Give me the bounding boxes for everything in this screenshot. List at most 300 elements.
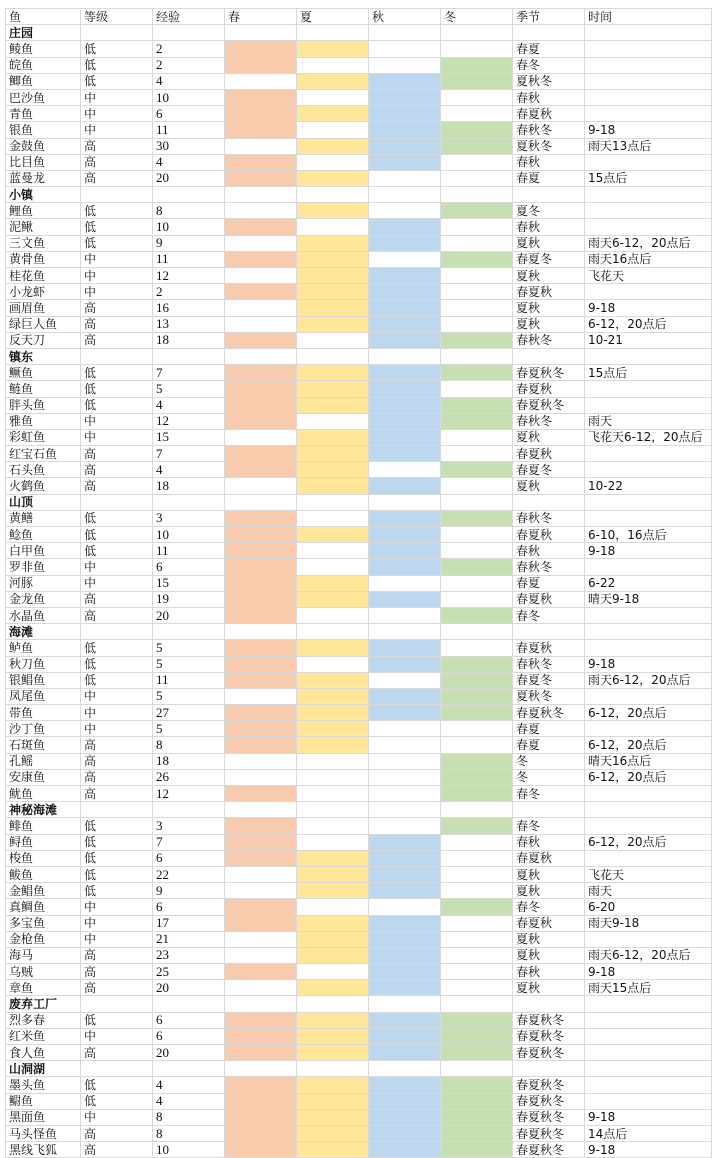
- summer-cell[interactable]: [297, 478, 369, 494]
- empty-cell[interactable]: [585, 624, 712, 640]
- spring-cell[interactable]: [225, 106, 297, 122]
- winter-cell[interactable]: [441, 462, 513, 478]
- fish-name-cell[interactable]: 章鱼: [6, 980, 81, 996]
- fish-name-cell[interactable]: 鲈鱼: [6, 640, 81, 656]
- winter-cell[interactable]: [441, 656, 513, 672]
- summer-cell[interactable]: [297, 268, 369, 284]
- fish-name-cell[interactable]: 马头怪鱼: [6, 1125, 81, 1141]
- empty-cell[interactable]: [297, 802, 369, 818]
- fish-name-cell[interactable]: 桂花鱼: [6, 268, 81, 284]
- seasons-cell[interactable]: 春夏秋冬: [513, 1045, 585, 1061]
- autumn-cell[interactable]: [369, 1093, 441, 1109]
- summer-cell[interactable]: [297, 527, 369, 543]
- winter-cell[interactable]: [441, 931, 513, 947]
- spring-cell[interactable]: [225, 89, 297, 105]
- seasons-cell[interactable]: 春夏秋: [513, 591, 585, 607]
- empty-cell[interactable]: [513, 996, 585, 1012]
- autumn-cell[interactable]: [369, 834, 441, 850]
- time-cell[interactable]: 6-12，20点后: [585, 705, 712, 721]
- grade-cell[interactable]: 高: [81, 753, 153, 769]
- autumn-cell[interactable]: [369, 915, 441, 931]
- grade-cell[interactable]: 高: [81, 332, 153, 348]
- fish-name-cell[interactable]: 蓝曼龙: [6, 170, 81, 186]
- exp-cell[interactable]: 3: [153, 510, 225, 526]
- seasons-cell[interactable]: 春秋冬: [513, 559, 585, 575]
- grade-cell[interactable]: 低: [81, 850, 153, 866]
- exp-cell[interactable]: 18: [153, 478, 225, 494]
- empty-cell[interactable]: [153, 25, 225, 41]
- spring-cell[interactable]: [225, 899, 297, 915]
- grade-cell[interactable]: 低: [81, 656, 153, 672]
- grade-cell[interactable]: 高: [81, 947, 153, 963]
- summer-cell[interactable]: [297, 1028, 369, 1044]
- winter-cell[interactable]: [441, 737, 513, 753]
- spring-cell[interactable]: [225, 591, 297, 607]
- exp-cell[interactable]: 17: [153, 915, 225, 931]
- fish-name-cell[interactable]: 鳚鱼: [6, 1093, 81, 1109]
- fish-name-cell[interactable]: 彩虹鱼: [6, 429, 81, 445]
- fish-name-cell[interactable]: 雅鱼: [6, 413, 81, 429]
- grade-cell[interactable]: 中: [81, 721, 153, 737]
- spring-cell[interactable]: [225, 786, 297, 802]
- autumn-cell[interactable]: [369, 446, 441, 462]
- fish-name-cell[interactable]: 金枪鱼: [6, 931, 81, 947]
- fish-name-cell[interactable]: 反天刀: [6, 332, 81, 348]
- empty-cell[interactable]: [81, 494, 153, 510]
- autumn-cell[interactable]: [369, 429, 441, 445]
- autumn-cell[interactable]: [369, 1125, 441, 1141]
- spring-cell[interactable]: [225, 1142, 297, 1158]
- exp-cell[interactable]: 11: [153, 672, 225, 688]
- time-cell[interactable]: 15点后: [585, 170, 712, 186]
- exp-cell[interactable]: 4: [153, 1093, 225, 1109]
- autumn-cell[interactable]: [369, 154, 441, 170]
- grade-cell[interactable]: 中: [81, 899, 153, 915]
- winter-cell[interactable]: [441, 980, 513, 996]
- exp-cell[interactable]: 2: [153, 57, 225, 73]
- spring-cell[interactable]: [225, 834, 297, 850]
- winter-cell[interactable]: [441, 753, 513, 769]
- spring-cell[interactable]: [225, 672, 297, 688]
- exp-cell[interactable]: 5: [153, 721, 225, 737]
- seasons-cell[interactable]: 冬: [513, 753, 585, 769]
- grade-cell[interactable]: 低: [81, 834, 153, 850]
- time-cell[interactable]: 6-12，20点后: [585, 834, 712, 850]
- summer-cell[interactable]: [297, 850, 369, 866]
- seasons-cell[interactable]: 春秋: [513, 219, 585, 235]
- winter-cell[interactable]: [441, 413, 513, 429]
- empty-cell[interactable]: [513, 1061, 585, 1077]
- seasons-cell[interactable]: 春夏: [513, 575, 585, 591]
- summer-cell[interactable]: [297, 219, 369, 235]
- exp-cell[interactable]: 26: [153, 769, 225, 785]
- summer-cell[interactable]: [297, 57, 369, 73]
- exp-cell[interactable]: 5: [153, 656, 225, 672]
- empty-cell[interactable]: [513, 348, 585, 364]
- winter-cell[interactable]: [441, 883, 513, 899]
- winter-cell[interactable]: [441, 1012, 513, 1028]
- exp-cell[interactable]: 18: [153, 332, 225, 348]
- time-cell[interactable]: [585, 1077, 712, 1093]
- empty-cell[interactable]: [225, 802, 297, 818]
- header-autumn[interactable]: 秋: [369, 9, 441, 25]
- summer-cell[interactable]: [297, 170, 369, 186]
- winter-cell[interactable]: [441, 478, 513, 494]
- autumn-cell[interactable]: [369, 1142, 441, 1158]
- exp-cell[interactable]: 5: [153, 381, 225, 397]
- summer-cell[interactable]: [297, 818, 369, 834]
- winter-cell[interactable]: [441, 1142, 513, 1158]
- grade-cell[interactable]: 高: [81, 154, 153, 170]
- section-name[interactable]: 山顶: [6, 494, 81, 510]
- summer-cell[interactable]: [297, 413, 369, 429]
- time-cell[interactable]: [585, 931, 712, 947]
- seasons-cell[interactable]: 春夏秋冬: [513, 1077, 585, 1093]
- time-cell[interactable]: 飞花天: [585, 866, 712, 882]
- grade-cell[interactable]: 低: [81, 397, 153, 413]
- autumn-cell[interactable]: [369, 106, 441, 122]
- grade-cell[interactable]: 低: [81, 1012, 153, 1028]
- autumn-cell[interactable]: [369, 397, 441, 413]
- fish-name-cell[interactable]: 泥鳅: [6, 219, 81, 235]
- autumn-cell[interactable]: [369, 866, 441, 882]
- seasons-cell[interactable]: 春秋冬: [513, 656, 585, 672]
- fish-name-cell[interactable]: 鲮鱼: [6, 41, 81, 57]
- exp-cell[interactable]: 22: [153, 866, 225, 882]
- empty-cell[interactable]: [153, 348, 225, 364]
- empty-cell[interactable]: [81, 802, 153, 818]
- fish-name-cell[interactable]: 鳜鱼: [6, 365, 81, 381]
- time-cell[interactable]: [585, 154, 712, 170]
- autumn-cell[interactable]: [369, 721, 441, 737]
- time-cell[interactable]: 雨天16点后: [585, 251, 712, 267]
- time-cell[interactable]: 6-10，16点后: [585, 527, 712, 543]
- exp-cell[interactable]: 6: [153, 106, 225, 122]
- empty-cell[interactable]: [369, 624, 441, 640]
- autumn-cell[interactable]: [369, 89, 441, 105]
- spring-cell[interactable]: [225, 332, 297, 348]
- winter-cell[interactable]: [441, 300, 513, 316]
- exp-cell[interactable]: 23: [153, 947, 225, 963]
- summer-cell[interactable]: [297, 947, 369, 963]
- empty-cell[interactable]: [441, 1061, 513, 1077]
- fish-name-cell[interactable]: 海马: [6, 947, 81, 963]
- autumn-cell[interactable]: [369, 510, 441, 526]
- winter-cell[interactable]: [441, 235, 513, 251]
- empty-cell[interactable]: [585, 187, 712, 203]
- exp-cell[interactable]: 4: [153, 154, 225, 170]
- spring-cell[interactable]: [225, 268, 297, 284]
- summer-cell[interactable]: [297, 786, 369, 802]
- time-cell[interactable]: 雨天15点后: [585, 980, 712, 996]
- empty-cell[interactable]: [297, 624, 369, 640]
- exp-cell[interactable]: 11: [153, 543, 225, 559]
- empty-cell[interactable]: [369, 348, 441, 364]
- autumn-cell[interactable]: [369, 251, 441, 267]
- fish-name-cell[interactable]: 金鲳鱼: [6, 883, 81, 899]
- grade-cell[interactable]: 高: [81, 462, 153, 478]
- exp-cell[interactable]: 11: [153, 251, 225, 267]
- winter-cell[interactable]: [441, 1077, 513, 1093]
- summer-cell[interactable]: [297, 656, 369, 672]
- grade-cell[interactable]: 高: [81, 769, 153, 785]
- exp-cell[interactable]: 13: [153, 316, 225, 332]
- time-cell[interactable]: 10-21: [585, 332, 712, 348]
- winter-cell[interactable]: [441, 1109, 513, 1125]
- summer-cell[interactable]: [297, 769, 369, 785]
- section-name[interactable]: 镇东: [6, 348, 81, 364]
- time-cell[interactable]: [585, 1045, 712, 1061]
- empty-cell[interactable]: [441, 348, 513, 364]
- autumn-cell[interactable]: [369, 1109, 441, 1125]
- empty-cell[interactable]: [441, 996, 513, 1012]
- winter-cell[interactable]: [441, 316, 513, 332]
- spring-cell[interactable]: [225, 688, 297, 704]
- spring-cell[interactable]: [225, 478, 297, 494]
- time-cell[interactable]: 6-22: [585, 575, 712, 591]
- time-cell[interactable]: [585, 688, 712, 704]
- winter-cell[interactable]: [441, 1045, 513, 1061]
- grade-cell[interactable]: 高: [81, 446, 153, 462]
- summer-cell[interactable]: [297, 980, 369, 996]
- winter-cell[interactable]: [441, 688, 513, 704]
- winter-cell[interactable]: [441, 170, 513, 186]
- exp-cell[interactable]: 18: [153, 753, 225, 769]
- autumn-cell[interactable]: [369, 268, 441, 284]
- summer-cell[interactable]: [297, 203, 369, 219]
- time-cell[interactable]: [585, 462, 712, 478]
- summer-cell[interactable]: [297, 753, 369, 769]
- winter-cell[interactable]: [441, 915, 513, 931]
- time-cell[interactable]: [585, 203, 712, 219]
- spring-cell[interactable]: [225, 737, 297, 753]
- header-spring[interactable]: 春: [225, 9, 297, 25]
- seasons-cell[interactable]: 冬: [513, 769, 585, 785]
- grade-cell[interactable]: 高: [81, 1045, 153, 1061]
- empty-cell[interactable]: [225, 348, 297, 364]
- fish-name-cell[interactable]: 绿巨人鱼: [6, 316, 81, 332]
- empty-cell[interactable]: [153, 1061, 225, 1077]
- grade-cell[interactable]: 低: [81, 235, 153, 251]
- autumn-cell[interactable]: [369, 575, 441, 591]
- autumn-cell[interactable]: [369, 332, 441, 348]
- fish-name-cell[interactable]: 多宝鱼: [6, 915, 81, 931]
- winter-cell[interactable]: [441, 721, 513, 737]
- winter-cell[interactable]: [441, 138, 513, 154]
- autumn-cell[interactable]: [369, 899, 441, 915]
- seasons-cell[interactable]: 春夏秋冬: [513, 705, 585, 721]
- winter-cell[interactable]: [441, 705, 513, 721]
- time-cell[interactable]: 雨天: [585, 413, 712, 429]
- empty-cell[interactable]: [81, 25, 153, 41]
- spring-cell[interactable]: [225, 1125, 297, 1141]
- fish-name-cell[interactable]: 石斑鱼: [6, 737, 81, 753]
- exp-cell[interactable]: 20: [153, 980, 225, 996]
- fish-name-cell[interactable]: 鲱鱼: [6, 818, 81, 834]
- grade-cell[interactable]: 低: [81, 381, 153, 397]
- exp-cell[interactable]: 6: [153, 1012, 225, 1028]
- summer-cell[interactable]: [297, 543, 369, 559]
- summer-cell[interactable]: [297, 866, 369, 882]
- summer-cell[interactable]: [297, 365, 369, 381]
- grade-cell[interactable]: 低: [81, 672, 153, 688]
- summer-cell[interactable]: [297, 591, 369, 607]
- spring-cell[interactable]: [225, 170, 297, 186]
- fish-name-cell[interactable]: 金龙鱼: [6, 591, 81, 607]
- autumn-cell[interactable]: [369, 947, 441, 963]
- time-cell[interactable]: 6-12，20点后: [585, 769, 712, 785]
- winter-cell[interactable]: [441, 154, 513, 170]
- grade-cell[interactable]: 低: [81, 1077, 153, 1093]
- seasons-cell[interactable]: 春夏秋: [513, 640, 585, 656]
- exp-cell[interactable]: 2: [153, 41, 225, 57]
- seasons-cell[interactable]: 春夏秋: [513, 527, 585, 543]
- fish-name-cell[interactable]: 三文鱼: [6, 235, 81, 251]
- winter-cell[interactable]: [441, 57, 513, 73]
- empty-cell[interactable]: [225, 1061, 297, 1077]
- exp-cell[interactable]: 27: [153, 705, 225, 721]
- fish-name-cell[interactable]: 烈多春: [6, 1012, 81, 1028]
- summer-cell[interactable]: [297, 138, 369, 154]
- grade-cell[interactable]: 低: [81, 818, 153, 834]
- autumn-cell[interactable]: [369, 688, 441, 704]
- winter-cell[interactable]: [441, 381, 513, 397]
- fish-name-cell[interactable]: 青鱼: [6, 106, 81, 122]
- empty-cell[interactable]: [585, 996, 712, 1012]
- summer-cell[interactable]: [297, 235, 369, 251]
- fish-name-cell[interactable]: 带鱼: [6, 705, 81, 721]
- exp-cell[interactable]: 10: [153, 527, 225, 543]
- autumn-cell[interactable]: [369, 527, 441, 543]
- spring-cell[interactable]: [225, 381, 297, 397]
- grade-cell[interactable]: 高: [81, 786, 153, 802]
- seasons-cell[interactable]: 春夏冬: [513, 462, 585, 478]
- grade-cell[interactable]: 中: [81, 284, 153, 300]
- spring-cell[interactable]: [225, 1028, 297, 1044]
- exp-cell[interactable]: 6: [153, 899, 225, 915]
- seasons-cell[interactable]: 春秋冬: [513, 413, 585, 429]
- grade-cell[interactable]: 高: [81, 1125, 153, 1141]
- winter-cell[interactable]: [441, 251, 513, 267]
- header-fish[interactable]: 鱼: [6, 9, 81, 25]
- exp-cell[interactable]: 9: [153, 883, 225, 899]
- autumn-cell[interactable]: [369, 543, 441, 559]
- autumn-cell[interactable]: [369, 284, 441, 300]
- spring-cell[interactable]: [225, 543, 297, 559]
- summer-cell[interactable]: [297, 899, 369, 915]
- empty-cell[interactable]: [81, 1061, 153, 1077]
- empty-cell[interactable]: [81, 624, 153, 640]
- seasons-cell[interactable]: 春夏秋: [513, 381, 585, 397]
- exp-cell[interactable]: 6: [153, 850, 225, 866]
- time-cell[interactable]: 14点后: [585, 1125, 712, 1141]
- autumn-cell[interactable]: [369, 300, 441, 316]
- time-cell[interactable]: [585, 106, 712, 122]
- empty-cell[interactable]: [441, 802, 513, 818]
- seasons-cell[interactable]: 夏秋: [513, 883, 585, 899]
- time-cell[interactable]: 9-18: [585, 122, 712, 138]
- exp-cell[interactable]: 19: [153, 591, 225, 607]
- empty-cell[interactable]: [369, 1061, 441, 1077]
- spring-cell[interactable]: [225, 57, 297, 73]
- fish-name-cell[interactable]: 红米鱼: [6, 1028, 81, 1044]
- spring-cell[interactable]: [225, 122, 297, 138]
- grade-cell[interactable]: 高: [81, 607, 153, 623]
- spring-cell[interactable]: [225, 154, 297, 170]
- time-cell[interactable]: [585, 284, 712, 300]
- winter-cell[interactable]: [441, 89, 513, 105]
- winter-cell[interactable]: [441, 850, 513, 866]
- summer-cell[interactable]: [297, 688, 369, 704]
- autumn-cell[interactable]: [369, 122, 441, 138]
- grade-cell[interactable]: 高: [81, 478, 153, 494]
- fish-name-cell[interactable]: 凤尾鱼: [6, 688, 81, 704]
- grade-cell[interactable]: 低: [81, 41, 153, 57]
- fish-name-cell[interactable]: 白甲鱼: [6, 543, 81, 559]
- empty-cell[interactable]: [441, 187, 513, 203]
- fish-name-cell[interactable]: 墨头鱼: [6, 1077, 81, 1093]
- winter-cell[interactable]: [441, 1093, 513, 1109]
- seasons-cell[interactable]: 春冬: [513, 607, 585, 623]
- spring-cell[interactable]: [225, 365, 297, 381]
- time-cell[interactable]: 9-18: [585, 964, 712, 980]
- autumn-cell[interactable]: [369, 737, 441, 753]
- grade-cell[interactable]: 中: [81, 931, 153, 947]
- exp-cell[interactable]: 8: [153, 203, 225, 219]
- exp-cell[interactable]: 8: [153, 1109, 225, 1125]
- time-cell[interactable]: [585, 57, 712, 73]
- empty-cell[interactable]: [225, 494, 297, 510]
- time-cell[interactable]: [585, 1093, 712, 1109]
- winter-cell[interactable]: [441, 527, 513, 543]
- empty-cell[interactable]: [585, 348, 712, 364]
- seasons-cell[interactable]: 春夏秋: [513, 446, 585, 462]
- fish-name-cell[interactable]: 鱿鱼: [6, 786, 81, 802]
- header-seasons[interactable]: 季节: [513, 9, 585, 25]
- grade-cell[interactable]: 中: [81, 429, 153, 445]
- empty-cell[interactable]: [153, 624, 225, 640]
- summer-cell[interactable]: [297, 640, 369, 656]
- fish-name-cell[interactable]: 黑线飞狐: [6, 1142, 81, 1158]
- summer-cell[interactable]: [297, 251, 369, 267]
- exp-cell[interactable]: 20: [153, 1045, 225, 1061]
- seasons-cell[interactable]: 夏秋冬: [513, 73, 585, 89]
- exp-cell[interactable]: 16: [153, 300, 225, 316]
- empty-cell[interactable]: [369, 802, 441, 818]
- grade-cell[interactable]: 中: [81, 705, 153, 721]
- empty-cell[interactable]: [441, 25, 513, 41]
- summer-cell[interactable]: [297, 462, 369, 478]
- spring-cell[interactable]: [225, 866, 297, 882]
- time-cell[interactable]: 9-18: [585, 300, 712, 316]
- fish-name-cell[interactable]: 火鹤鱼: [6, 478, 81, 494]
- seasons-cell[interactable]: 夏秋: [513, 316, 585, 332]
- grade-cell[interactable]: 低: [81, 73, 153, 89]
- time-cell[interactable]: 雨天13点后: [585, 138, 712, 154]
- seasons-cell[interactable]: 春夏: [513, 737, 585, 753]
- seasons-cell[interactable]: 春夏: [513, 41, 585, 57]
- autumn-cell[interactable]: [369, 170, 441, 186]
- grade-cell[interactable]: 高: [81, 316, 153, 332]
- summer-cell[interactable]: [297, 737, 369, 753]
- fish-name-cell[interactable]: 石头鱼: [6, 462, 81, 478]
- exp-cell[interactable]: 10: [153, 1142, 225, 1158]
- time-cell[interactable]: 飞花天: [585, 268, 712, 284]
- time-cell[interactable]: 雨天6-12，20点后: [585, 235, 712, 251]
- autumn-cell[interactable]: [369, 850, 441, 866]
- grade-cell[interactable]: 中: [81, 89, 153, 105]
- spring-cell[interactable]: [225, 446, 297, 462]
